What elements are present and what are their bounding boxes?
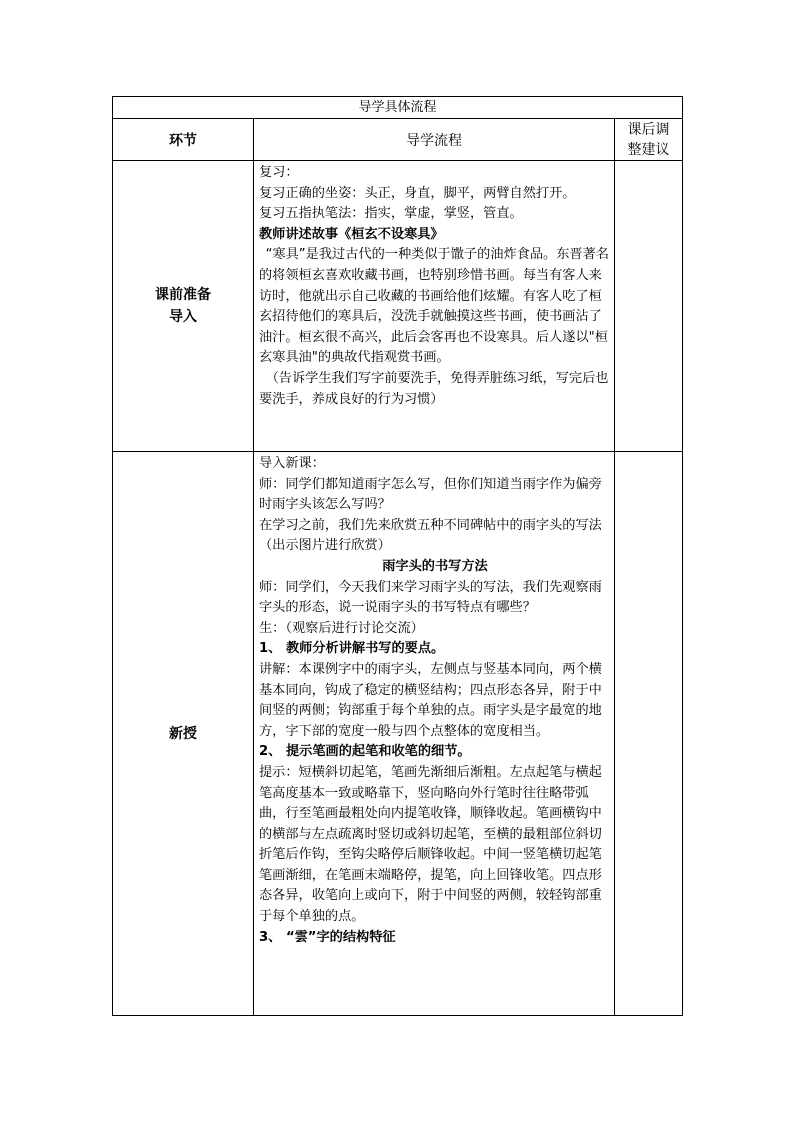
flow-line: （告诉学生我们写字前要洗手，免得弄脏练习纸，写完后也要洗手，养成良好的行为习惯）	[259, 370, 609, 407]
flow-line: 提示：短横斜切起笔，笔画先渐细后渐粗。左点起笔与横起笔高度基本一致或略靠下，竖向略向外行笔时往往略带弧曲，行至笔画最粗处向内提笔收锋，顺锋收起。笔画横钩中的横部与左点疏离时竖切或斜切起笔，至横的最粗部位斜切折笔后作钩，至钩尖略停后顺锋收起。中间一竖笔横切起笔笔画渐细，在笔画末端略停，提笔，向上回锋收笔。四点形态各异，收笔向上或向下，附于中间竖的两侧，较轻钩部重于每个单独的点。	[259, 764, 602, 925]
header-note	[615, 119, 683, 161]
flow-line: 复习正确的坐姿：头正，身直，脚平，两臂自然打开。	[259, 185, 576, 201]
lesson-flow-table	[112, 96, 683, 1016]
table-title: 导学具体流程	[113, 97, 683, 119]
table-row	[113, 452, 683, 1016]
section-label-line1: 课前准备	[155, 287, 211, 303]
flow-line: “寒具”是我过古代的一种类似于馓子的油炸食品。东晋著名的将领桓玄喜欢收藏书画，也特别珍惜书画。每当有客人来访时，他就出示自己收藏的书画给他们炫耀。有客人吃了桓玄招待他们的寒具后，没洗手就触摸这些书画，使书画沾了油汁。桓玄很不高兴，此后会客再也不设寒具。后人遂以"桓玄寒具油"的典故代指观赏书画。	[259, 247, 609, 366]
flow-heading: 3、 “雲”字的结构特征	[259, 929, 396, 945]
table-row	[113, 161, 683, 452]
note-cell	[615, 452, 683, 1016]
flow-line: 复习：	[259, 165, 299, 180]
section-cell-preparation	[113, 161, 254, 452]
flow-line: 在学习之前，我们先来欣赏五种不同碑帖中的雨字头的写法（出示图片进行欣赏）	[259, 517, 602, 554]
flow-heading: 雨字头的书写方法	[382, 558, 488, 574]
section-cell-new: 新授	[113, 452, 254, 1016]
flow-line: 复习五指执笔法：指实，掌虚，掌竖，管直。	[259, 206, 523, 222]
flow-line: 导入新课：	[259, 456, 325, 471]
flow-line: 师：同学们，今天我们来学习雨字头的写法，我们先观察雨字头的形态，说一说雨字头的书写特点有哪些？	[259, 579, 602, 616]
header-note-line1: 课后调	[627, 121, 670, 138]
section-label-line2: 导入	[169, 309, 197, 325]
header-flow: 导学流程	[254, 119, 615, 161]
flow-line: 讲解：本课例字中的雨字头，左侧点与竖基本同向，两个横基本同向，钩成了稳定的横竖结构；四点形态各异，附于中间竖的两侧；钩部重于每个单独的点。雨字头是字最宽的地方，字下部的宽度一般与四个点整体的宽度相当。	[259, 661, 602, 739]
flow-cell-preparation	[254, 161, 615, 452]
header-section: 环节	[113, 119, 254, 161]
flow-heading: 1、 教师分析讲解书写的要点。	[259, 641, 445, 657]
header-note-line2: 整建议	[627, 141, 670, 158]
flow-cell-new	[254, 452, 615, 1016]
flow-heading: 2、 提示笔画的起笔和收笔的细节。	[259, 744, 471, 760]
flow-heading: 教师讲述故事《桓玄不设寒具》	[259, 226, 444, 242]
flow-line: 生：（观察后进行讨论交流）	[259, 620, 424, 636]
flow-line: 师：同学们都知道雨字怎么写，但你们知道当雨字作为偏旁时雨字头该怎么写吗？	[259, 476, 602, 513]
note-cell	[615, 161, 683, 452]
